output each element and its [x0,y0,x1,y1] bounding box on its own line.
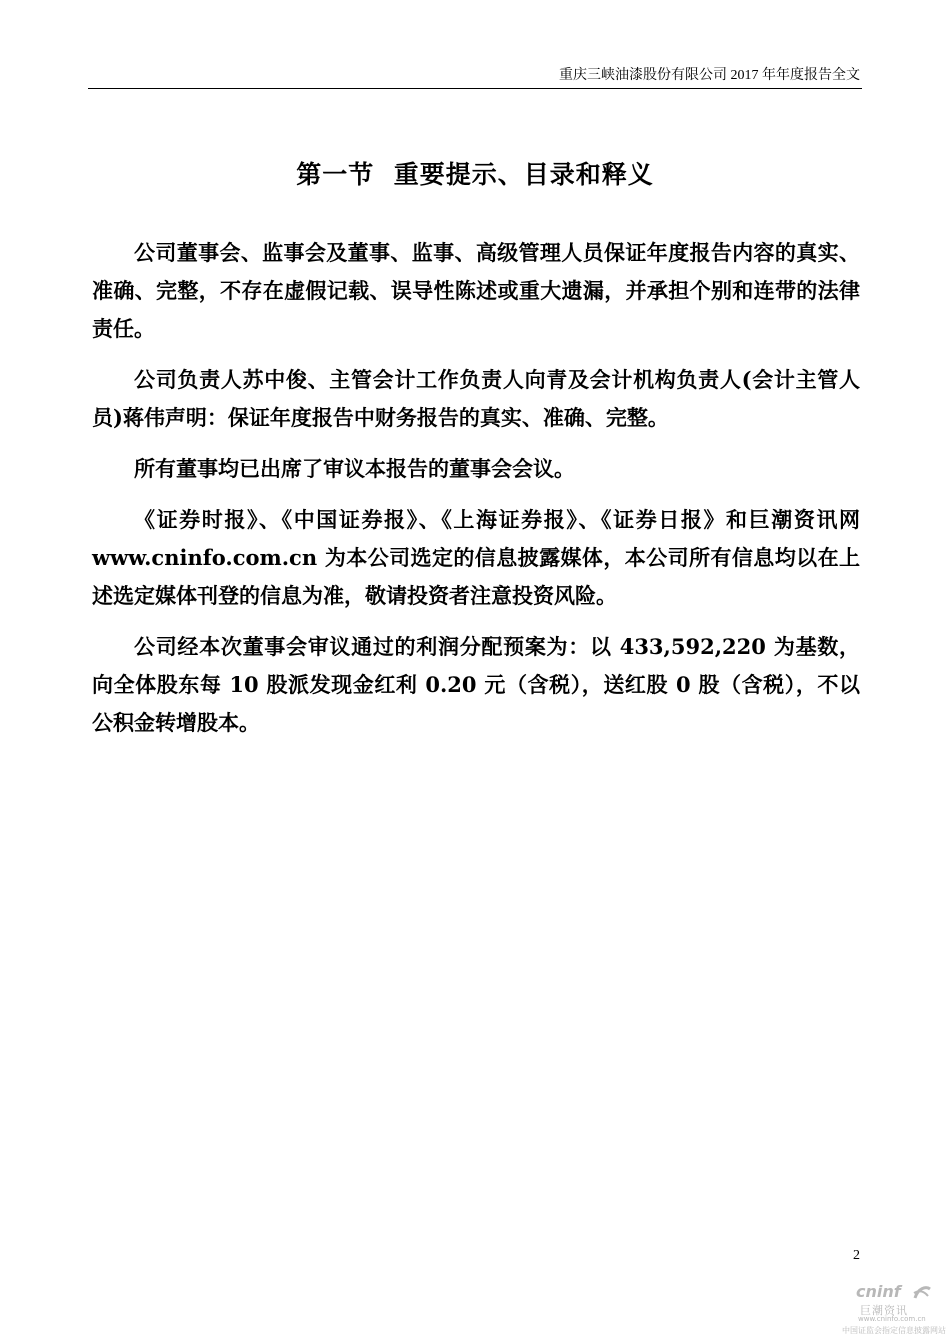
paragraph-responsible-persons: 公司负责人苏中俊、主管会计工作负责人向青及会计机构负责人(会计主管人员)蒋伟声明：保证年度报告中财务报告的真实、准确、完整。 [92,367,860,430]
notice-body [92,234,860,755]
paragraph-board-guarantee: 公司董事会、监事会及董事、监事、高级管理人员保证年度报告内容的真实、准确、完整，不存在虚假记载、误导性陈述或重大遗漏，并承担个别和连带的法律责任。 [92,240,860,341]
watermark-url: www.cninfo.com.cn [858,1315,926,1323]
header-divider [88,88,862,89]
paragraph-disclosure-media: 《证券时报》、《中国证券报》、《上海证券报》、《证券日报》和巨潮资讯网 www.cninfo.com.cn 为本公司选定的信息披露媒体，本公司所有信息均以在上述选定媒体刊登的信息为准，敬请投资者注意投资风险。 [92,507,860,608]
page-number: 2 [853,1248,860,1263]
watermark-chinese-name: 巨潮资讯 [860,1304,908,1317]
watermark-slogan: 中国证监会指定信息披露网站 [842,1326,946,1335]
report-header: 重庆三峡油漆股份有限公司 2017 年年度报告全文 [559,68,860,83]
cninfo-swoosh-icon [912,1284,932,1302]
watermark-logo-text: cninf [856,1282,901,1301]
section-title: 第一节 重要提示、目录和释义 [296,160,654,189]
cninfo-watermark [842,1282,946,1340]
paragraph-profit-distribution: 公司经本次董事会审议通过的利润分配预案为：以 433,592,220 为基数，向全体股东每 10 股派发现金红利 0.20 元（含税），送红股 0 股（含税），不以公积金转增股本。 [92,634,860,735]
paragraph-directors-attendance: 所有董事均已出席了审议本报告的董事会会议。 [134,456,575,481]
